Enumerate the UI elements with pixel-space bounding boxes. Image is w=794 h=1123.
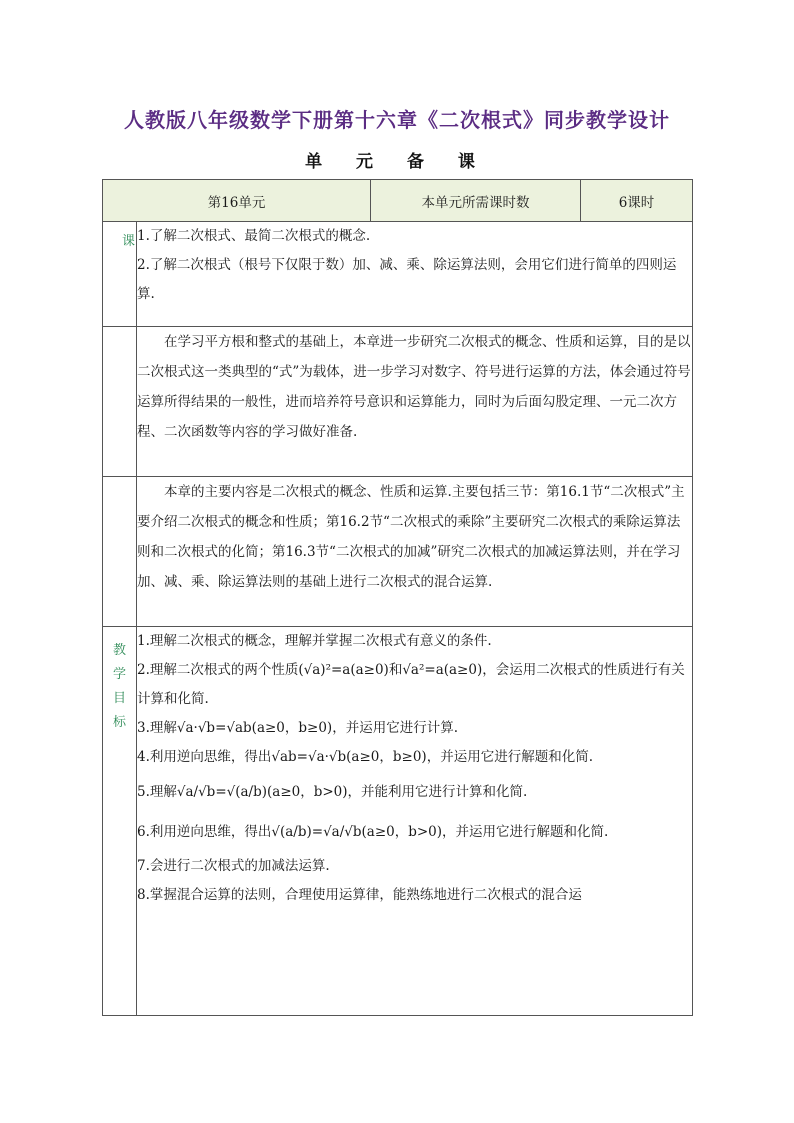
label-char: 教	[112, 643, 126, 658]
row-label	[103, 477, 137, 627]
goal-line: 2.理解二次根式的两个性质(√a)²=a(a≥0)和√a²=a(a≥0)，会运用二次根式的性质进行有关计算和化简.	[137, 662, 685, 707]
row-curriculum	[103, 222, 693, 327]
goal-line: 3.理解√a·√b=√ab(a≥0，b≥0)，并运用它进行计算.	[137, 720, 458, 736]
header-row	[103, 180, 693, 222]
goal-line: 7.会进行二次根式的加减法运算.	[137, 858, 330, 874]
row-label: 课	[103, 222, 137, 327]
analysis-paragraph: 在学习平方根和整式的基础上，本章进一步研究二次根式的概念、性质和运算，目的是以二次根式这一类典型的“式”为载体，进一步学习对数字、符号进行运算的方法，体会通过符号运算所得结果的一般性，进而培养符号意识和运算能力，同时为后面勾股定理、一元二次方程、二次函数等内容的学习做好准备.	[137, 327, 693, 477]
goal-line: 8.掌握混合运算的法则，合理使用运算律，能熟练地进行二次根式的混合运	[137, 887, 582, 903]
label-char: 标	[112, 715, 126, 730]
curriculum-line: 2.了解二次根式（根号下仅限于数）加、减、乘、除运算法则，会用它们进行简单的四则运算.	[137, 257, 677, 302]
goal-line: 6.利用逆向思维，得出√(a/b)=√a/√b(a≥0，b>0)，并运用它进行解题和化简.	[137, 824, 609, 840]
unit-plan-table	[102, 179, 693, 1016]
hours-label-cell: 本单元所需课时数	[371, 180, 581, 222]
curriculum-content	[137, 222, 693, 327]
hours-value-cell: 6课时	[581, 180, 693, 222]
goal-line: 5.理解√a/√b=√(a/b)(a≥0，b>0)，并能利用它进行计算和化简.	[137, 784, 528, 800]
document-title: 人教版八年级数学下册第十六章《二次根式》同步教学设计	[124, 108, 670, 132]
section-subtitle: 单 元 备 课	[305, 152, 489, 172]
row-textbook-analysis	[103, 327, 693, 477]
curriculum-line: 1.了解二次根式、最简二次根式的概念.	[137, 228, 371, 244]
row-teaching-goals	[103, 627, 693, 1016]
overview-paragraph: 本章的主要内容是二次根式的概念、性质和运算.主要包括三节：第16.1节“二次根式”主要介绍二次根式的概念和性质；第16.2节“二次根式的乘除”主要研究二次根式的乘除运算法则和二次根式的化简；第16.3节“二次根式的加减”研究二次根式的加减运算法则，并在学习加、减、乘、除运算法则的基础上进行二次根式的混合运算.	[137, 477, 693, 627]
goal-line: 1.理解二次根式的概念，理解并掌握二次根式有意义的条件.	[137, 633, 492, 649]
goal-line: 4.利用逆向思维，得出√ab=√a·√b(a≥0，b≥0)，并运用它进行解题和化简.	[137, 749, 593, 765]
label-char: 学	[112, 667, 126, 682]
label-char: 目	[112, 691, 126, 706]
unit-cell: 第16单元	[103, 180, 371, 222]
row-content-overview	[103, 477, 693, 627]
goals-content	[137, 627, 693, 1016]
row-label	[103, 327, 137, 477]
row-label	[103, 627, 137, 1016]
